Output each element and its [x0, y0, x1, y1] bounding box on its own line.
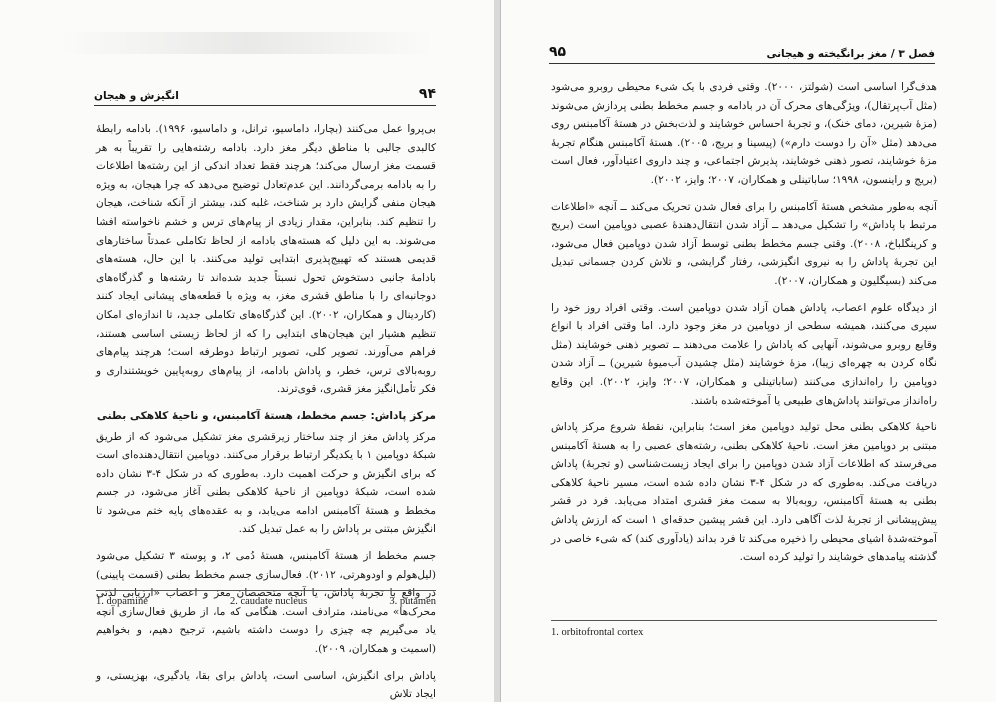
paragraph: هدف‌گرا اساسی است (شولتز، ۲۰۰۰). وقتی فردی با یک شیء محیطی روبرو می‌شود (مثل آب‌پرتقال)، ویژگی‌های محرک آن در بادامه و جسم مخطط بطنی پردازش می‌شوند (مزهٔ شیرین، دمای خنک)، و تجربهٔ احساس خوشایند و لذت‌بخش در هستهٔ آکامبنس روی می‌دهد (مثل «آن را دوست دارم») (پیسینا و بریج، ۲۰۰۵). هستهٔ آکامبنس هنگام تجربهٔ مزهٔ خوشایند، تصور ذهنی خوشایند، پذیرش اجتماعی، و چند داروی اعتیادآور، فعال است (بریج و راینسون، ۱۹۹۸؛ ساباتینلی و همکاران، ۲۰۰۷؛ وایز، ۲۰۰۲). — [551, 81, 937, 186]
paragraph: جسم مخطط از هستهٔ آکامبنس، هستهٔ دُمی ۲، و پوسته ۳ تشکیل می‌شود (لیل‌هولم و اودوهرتی، ۲۰۱۲). فعال‌سازی جسم مخطط بطنی (قسمت پایینی) در واقع با تجربهٔ پاداش، یا آنچه متخصصان مغز و اعصاب «ارزیابی لذتی محرک‌ها» می‌نامند، مترادف است. هنگامی که ما، از طریق فعال‌سازی آنچه یاد می‌گیریم چه چیزی را دوست داشته باشیم، ترجیح دهیم، و بخواهیم (اسمیت و همکاران، ۲۰۰۹). — [96, 550, 436, 656]
paragraph: از دیدگاه علوم اعصاب، پاداش همان آزاد شدن دوپامین است. وقتی افراد روز خود را سپری می‌کنند، همیشه سطحی از دوپامین در مغز وجود دارد. اما وقتی افراد با انواع وقایع روبرو می‌شوند، آنهایی که پاداش را علامت می‌دهند ــ تصویر ذهنی خوشایند (مثل نگاه کردن به چهره‌ای زیبا)، مزهٔ خوشایند (مثل چشیدن آب‌میوهٔ شیرین) ــ آزاد شدن دوپامین را راه‌اندازی می‌کنند (ساباتینلی و همکاران، ۲۰۰۷؛ وایز، ۲۰۰۲). این وقایع راه‌انداز می‌توانند پاداش‌های طبیعی یا آموخته‌شده باشند. — [551, 301, 938, 407]
running-title: انگیزش و هیجان — [94, 90, 179, 102]
page-number: ۹۵ — [549, 44, 567, 60]
paragraph: بی‌پروا عمل می‌کنند (بچارا، داماسیو، ترانل، و داماسیو، ۱۹۹۶). بادامه رابطهٔ کالبدی جالبی با مناطق دیگر مغز دارد. بادامه رشته‌هایی را تقریباً به هر قسمت مغز ارسال می‌کند؛ هرچند فقط تعداد اندکی از این رشته‌ها اطلاعات را به بادامه برمی‌گردانند. این عدم‌تعادل توضیح می‌دهد که چرا هیجان، به ویژه هیجان منفی گرایش دارد بر شناخت، غلبه کند، بیشتر از آنکه شناخت، هیجان را تنظیم کند. بنابراین، مقدار زیادی از پیام‌های ترس و خشم ناخواسته افشا می‌شوند. به این دلیل که هسته‌های بادامه از لحاظ تکاملی عمدتاً ساختارهای قدیمی هستند که تهییج‌پذیری ابتدایی تولید می‌کنند. با این حال، هسته‌های بادامهٔ جانبی دستخوش تحول نسبتاً جدید شده‌اند تا رشته‌ها و گذرگاه‌های دوجانبه‌ای را با مناطق قشری مغز، به ویژه با قطعه‌های پیشانی ایجاد کنند (کاردینال و همکاران، ۲۰۰۲). این گذرگاه‌های تکاملی جدید، تا اندازه‌ای امکان تنظیم هشیار این هیجان‌های ابتدایی را که از لحاظ زیستی اساسی هستند، فراهم می‌آورند. تصویر کلی، تصویر ارتباط دوطرفه است؛ هرچند پیام‌های رو‌به‌بالای ترس، خطر، و پاداش بادامه، از پیام‌های رو‌به‌پایین خویشتنداری و فکر تأمل‌انگیز مغز قشری، قوی‌ترند. — [96, 123, 437, 396]
footnote: 1. orbitofrontal cortex — [551, 627, 644, 638]
footnote-rule — [96, 590, 436, 591]
left-page-body — [96, 120, 436, 702]
footnote-rule — [551, 620, 937, 621]
footnotes — [551, 627, 937, 638]
right-page — [500, 0, 996, 702]
right-page-body — [551, 78, 937, 575]
footnote: 1. dopamine — [96, 596, 148, 607]
paragraph: پاداش برای انگیزش، اساسی است، پاداش برای بقا، یادگیری، بهزیستی، و ایجاد تلاش — [96, 669, 436, 701]
footnote: 3. putamen — [389, 596, 436, 607]
section-heading: مرکز پاداش: جسم مخطط، هستهٔ آکامبنس، و ناحیهٔ کلاهکی بطنی — [96, 409, 436, 422]
footnote: 2. caudate nucleus — [229, 596, 308, 607]
paragraph: مرکز پاداش مغز از چند ساختار زیرقشری مغز تشکیل می‌شود که از طریق شبکهٔ دوپامین ۱ با یکدیگر ارتباط برقرار می‌کنند. دوپامین انتقال‌دهنده‌ای است که برای انگیزش و حرکت اهمیت دارد. به‌طوری که در شکل ۴-۳ نشان داده شده است، شبکهٔ دوپامین از ناحیهٔ کلاهکی بطنی آغاز می‌شود، در جسم مخطط و هستهٔ آکامبنس ادامه می‌یابد، و به عقده‌های پایه ختم می‌شود تا انگیزش مبتنی بر پاداش را به عمل تبدیل کند. — [96, 430, 437, 536]
paragraph: آنچه به‌طور مشخص هستهٔ آکامبنس را برای فعال شدن تحریک می‌کند ــ آنچه «اطلاعات مرتبط با پاداش» را تشکیل می‌دهد ــ آزاد شدن انتقال‌دهندهٔ عصبی دوپامین است (بریج و کرینگلباخ، ۲۰۰۸). وقتی جسم مخطط بطنی توسط آزاد شدن دوپامین فعال می‌شود، این تجربهٔ پاداش را به نیروی انگیزشی، رفتار گرایشی، و تلاش کردن جسمانی تبدیل می‌کند (بسیگلیون و همکاران، ۲۰۰۷). — [551, 200, 937, 287]
left-page — [0, 0, 495, 702]
show-through-ghost — [60, 32, 434, 54]
running-title: فصل ۳ / مغز برانگیخته و هیجانی — [766, 48, 935, 60]
page-number: ۹۴ — [418, 86, 436, 102]
paragraph: ناحیهٔ کلاهکی بطنی محل تولید دوپامین مغز است؛ بنابراین، نقطهٔ شروع مرکز پاداش مبتنی بر دوپامین مغز است. ناحیهٔ کلاهکی بطنی، رشته‌های عصبی را به هستهٔ آکامبنس می‌فرستد که اطلاعات آزاد شدن دوپامین را برای ایجاد زیست‌شناسی (و تجربهٔ) پاداش دریافت می‌کند. به‌طوری که در شکل ۴-۳ نشان داده شده است، مسیر ناحیهٔ کلاهکی بطنی به هستهٔ آکامبنس، رو‌به‌بالا به سمت مغز قشری امتداد می‌یابد. فرد در قشر پیش‌پیشانی از تجربهٔ لذت آگاهی دارد. این قشر پیشین حدقه‌ای ۱ است که ارزش پاداش آموخته‌شدهٔ اشیای محیطی را ذخیره می‌کند تا فرد بداند (یادآوری کند) که شیء خاصی در گذشته پیامدهای خوشایند را تولید کرده است. — [551, 421, 938, 564]
right-page-header — [549, 44, 935, 64]
left-page-header — [94, 86, 436, 106]
footnotes — [96, 596, 436, 607]
